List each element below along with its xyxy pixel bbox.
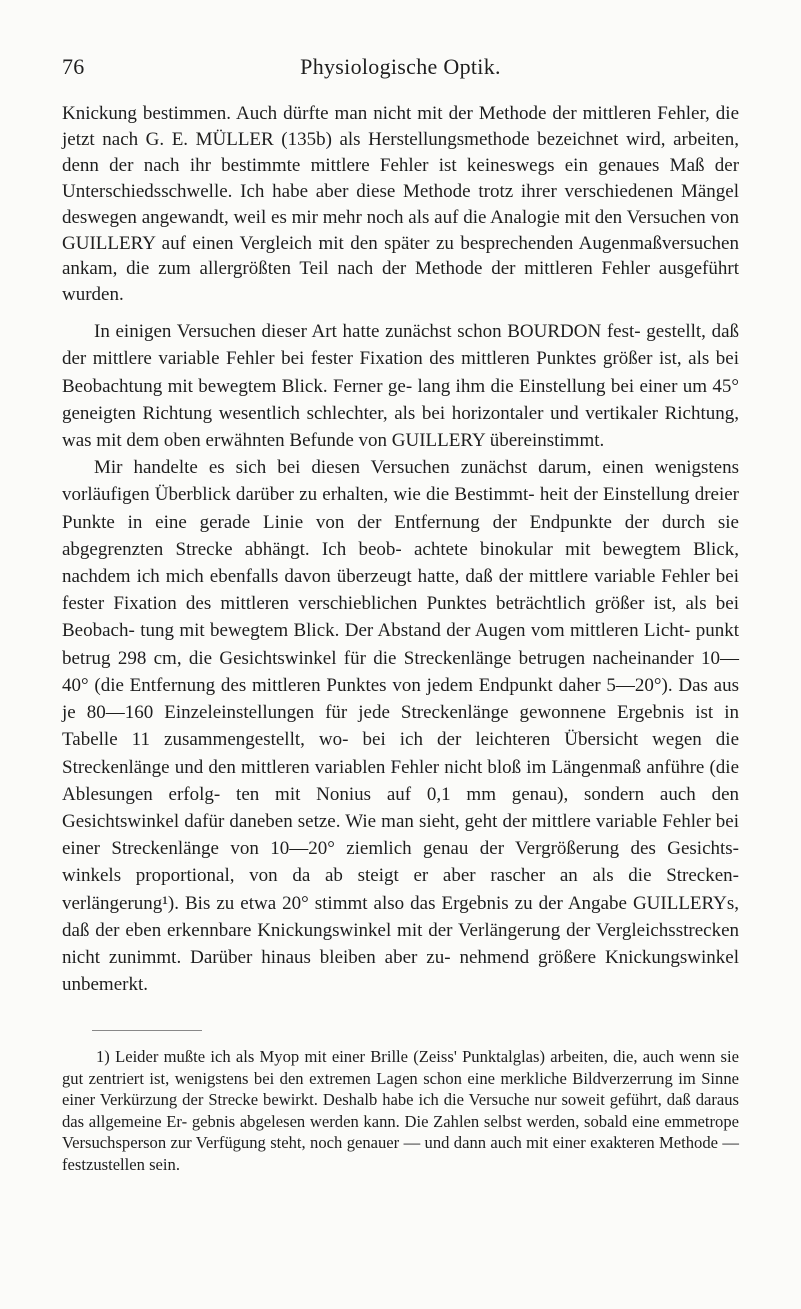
text-line: verlängerung¹). Bis zu etwa 20° stimmt also das Ergebnis zu der Angabe	[62, 892, 627, 914]
text-line: gestellt, daß der mittlere variable Fehler bei fester Fixation des mittleren	[62, 321, 740, 370]
text-line: Punktes größer ist, als bei Beobachtung mit bewegtem Blick. Ferner ge-	[62, 348, 739, 397]
text-line: Streckenlänge gewonnene Ergebnis ist in Tabelle 11 zusammengestellt, wo-	[62, 702, 739, 751]
text-line: achtete binokular mit bewegtem Blick, nachdem ich mich ebenfalls davon	[62, 538, 739, 588]
footnote-line: Deshalb habe ich die Versuche nur soweit geführt, daß daraus das allgemeine Er-	[62, 1090, 740, 1131]
text-line: Knickung bestimmen. Auch dürfte man nicht mit der Methode der mittleren	[62, 103, 652, 124]
text-line: Endpunkt daher 5—20°). Das aus je 80—160 Einzeleinstellungen für jede	[62, 674, 740, 724]
text-line: In einigen Versuchen dieser Art hatte zunächst schon BOURDON fest-	[94, 321, 641, 343]
text-line: winkels proportional, von da ab steigt er aber rascher an als die Strecken-	[62, 865, 739, 887]
text-line: daneben setze. Wie man sieht, geht der mittlere variable Fehler bei einer	[62, 810, 740, 860]
text-line: nacheinander 10—40° (die Entfernung des mittleren Punktes von jedem	[62, 647, 739, 696]
text-line: ten mit Nonius auf 0,1 mm genau), sondern auch den Gesichtswinkel dafür	[62, 783, 739, 832]
running-title: Physiologische Optik.	[300, 54, 501, 79]
text-line: wenigstens vorläufigen Überblick darüber zu erhalten, wie die Bestimmt-	[62, 457, 739, 506]
text-line: lang ihm die Einstellung bei einer um 45° geneigten Richtung wesentlich	[62, 375, 739, 424]
text-line: der Methode der mittleren Fehler ausgeführt wurden.	[62, 258, 739, 306]
footnote-line: die, auch wenn sie gut zentriert ist, wenigstens bei den extremen Lagen schon	[62, 1047, 739, 1088]
page-number: 76	[62, 54, 85, 79]
footnote-line: 1) Leider mußte ich als Myop mit einer Brille (Zeiss' Punktalglas) arbeiten,	[96, 1047, 608, 1066]
footnote	[62, 1046, 739, 1175]
text-line: Fehler, die jetzt nach G. E. MÜLLER (135b) als Herstellungsmethode bezeichnet	[62, 103, 740, 150]
text-line: heit der Einstellung dreier Punkte in eine gerade Linie von der Entfernung	[62, 484, 740, 533]
text-line: Mir handelte es sich bei diesen Versuchen zunächst darum, einen	[94, 457, 644, 479]
text-line: genaues Maß der Unterschiedsschwelle. Ich habe aber diese Methode trotz ihrer	[62, 154, 740, 202]
text-line: Streckenlänge von 10—20° ziemlich genau der Vergrößerung des Gesichts-	[111, 838, 740, 860]
text-line: überzeugt hatte, daß der mittlere variable Fehler bei fester Fixation des	[62, 566, 740, 615]
running-head	[62, 54, 739, 84]
text-line: GUILLERYs, daß der eben erkennbare Knickungswinkel mit der Verlängerung	[62, 892, 740, 941]
footnote-line: Versuchsperson zur Verfügung steht, noch genauer — und dann auch mit einer	[62, 1133, 586, 1152]
text-line: der Endpunkte der durch sie abgegrenzten Strecke abhängt. Ich beob-	[62, 511, 739, 560]
footnote-rule	[92, 1030, 202, 1031]
text-line: erwähnten Befunde von GUILLERY übereinstimmt.	[205, 430, 605, 452]
text-line: der Vergleichsstrecken nicht zunimmt. Darüber hinaus bleiben aber zu-	[62, 919, 740, 968]
text-line: nehmend größere Knickungswinkel unbemerkt.	[62, 946, 739, 996]
text-line: verschiedenen Mängel deswegen angewandt, weil es mir mehr noch als auf die	[62, 180, 740, 228]
text-line: tung mit bewegtem Blick. Der Abstand der Augen vom mittleren Licht-	[140, 620, 691, 642]
footnote-line: exakteren Methode — festzustellen sein.	[62, 1133, 739, 1174]
paragraph-1	[62, 101, 739, 308]
paragraph-3	[62, 454, 739, 998]
footnote-line: gebnis abgelesen werden kann. Die Zahlen selbst werden, sobald eine emmetrope	[191, 1111, 739, 1131]
text-line: bei ich der leichteren Übersicht wegen die Streckenlänge und den mittleren	[62, 729, 740, 778]
text-line: punkt betrug 298 cm, die Gesichtswinkel für die Streckenlänge betrugen	[62, 620, 740, 669]
text-line: schlechter, als bei horizontaler und vertikaler Richtung, was mit dem oben	[62, 402, 740, 452]
text-line: Analogie mit den Versuchen von GUILLERY auf einen Vergleich mit den später	[62, 206, 739, 254]
text-line: zu besprechenden Augenmaßversuchen ankam, die zum allergrößten Teil nach	[62, 232, 739, 280]
footnote-line: eine merkliche Bildverzerrung im Sinne einer Verkürzung der Strecke bewirkt.	[62, 1068, 739, 1109]
text-line: wird, arbeiten, denn der nach ihr bestimmte mittlere Fehler ist keineswegs ein	[62, 128, 740, 176]
text-line: variablen Fehler nicht bloß im Längenmaß anführe (die Ablesungen erfolg-	[62, 756, 740, 805]
text-line: mittleren verschieblichen Punktes beträchtlich größer ist, als bei Beobach-	[62, 593, 739, 642]
body-text	[62, 101, 739, 998]
paragraph-2	[62, 318, 739, 454]
